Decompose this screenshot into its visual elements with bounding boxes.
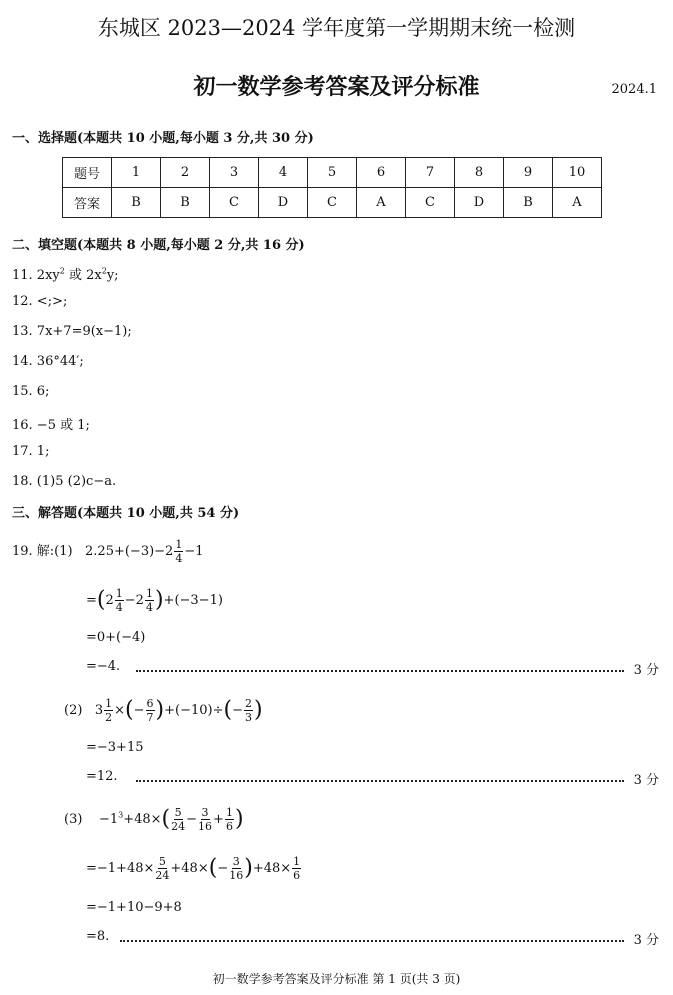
q19-part1-line4: =−4. (86, 659, 121, 674)
section2-heading: 二、填空题(本题共 8 小题,每小题 2 分,共 16 分) (12, 238, 305, 253)
table-cell: B (161, 188, 210, 218)
answer-12: 12. <;>; (12, 294, 68, 309)
q19-part2-line2: =−3+15 (86, 740, 144, 755)
table-cell: C (308, 188, 357, 218)
answer-16: 16. −5 或 1; (12, 418, 90, 433)
answer-14: 14. 36°44′; (12, 354, 84, 369)
table-cell: B (504, 188, 553, 218)
date-label: 2024.1 (611, 82, 657, 97)
q19-part3-line3: =−1+10−9+8 (86, 900, 182, 915)
q19-part2-line3: =12. (86, 769, 118, 784)
table-cell: 5 (308, 158, 357, 188)
answer-17: 17. 1; (12, 444, 50, 459)
q19-part1-line3: =0+(−4) (86, 630, 146, 645)
score-label: 3 分 (633, 933, 659, 948)
q19-part2-line1: (2) 3 $\frac{1}{2}$ ×(− $\frac{6}{7}$ )+(−10)÷(− $\frac{2}{3}$ ) (64, 697, 263, 724)
dotted-leader (136, 780, 624, 782)
table-cell: 7 (406, 158, 455, 188)
table-cell: B (112, 188, 161, 218)
table-cell: D (455, 188, 504, 218)
dotted-leader (120, 940, 624, 942)
table-cell: A (357, 188, 406, 218)
row-label: 答案 (63, 188, 112, 218)
table-cell: A (553, 188, 602, 218)
section1-heading: 一、选择题(本题共 10 小题,每小题 3 分,共 30 分) (12, 131, 314, 146)
answer-15: 15. 6; (12, 384, 50, 399)
answer-13: 13. 7x+7=9(x−1); (12, 324, 132, 339)
dotted-leader (136, 670, 624, 672)
table-cell: 3 (210, 158, 259, 188)
table-cell: 1 (112, 158, 161, 188)
table-cell: C (406, 188, 455, 218)
score-label: 3 分 (633, 663, 659, 678)
table-cell: 6 (357, 158, 406, 188)
table-cell: 2 (161, 158, 210, 188)
table-cell: 4 (259, 158, 308, 188)
answer-table (62, 157, 602, 218)
table-cell: 8 (455, 158, 504, 188)
exam-title: 东城区 2023—2024 学年度第一学期期末统一检测 (97, 16, 576, 40)
q19-part3-line1: (3) $-1^3+48\times$( $\frac{5}{24}$ − $\frac{3}{16}$ + $\frac{1}{6}$ ) (64, 806, 244, 833)
table-cell: 10 (553, 158, 602, 188)
table-cell: D (259, 188, 308, 218)
section3-heading: 三、解答题(本题共 10 小题,共 54 分) (12, 506, 240, 521)
table-row-answers (63, 188, 602, 218)
row-label: 题号 (63, 158, 112, 188)
q19-part1-line1: 19. 解:(1) 2.25+(−3)−2 $\frac{1}{4}$ −1 (12, 538, 204, 565)
q19-part3-line4: =8. (86, 929, 110, 944)
answer-18: 18. (1)5 (2)c−a. (12, 474, 117, 489)
page-footer: 初一数学参考答案及评分标准 第 1 页(共 3 页) (212, 972, 461, 986)
table-row-numbers (63, 158, 602, 188)
answer-key-title: 初一数学参考答案及评分标准 (193, 74, 480, 100)
answer-11: 11. $2xy^2$ 或 $2x^2y$; (12, 266, 119, 283)
table-cell: 9 (504, 158, 553, 188)
score-label: 3 分 (633, 773, 659, 788)
q19-part3-line2: =−1+48× $\frac{5}{24}$ +48×(− $\frac{3}{16}$ )+48× $\frac{1}{6}$ (86, 855, 301, 882)
q19-part1-line2: =(2 $\frac{1}{4}$ −2 $\frac{1}{4}$ )+(−3−1) (86, 587, 223, 614)
table-cell: C (210, 188, 259, 218)
